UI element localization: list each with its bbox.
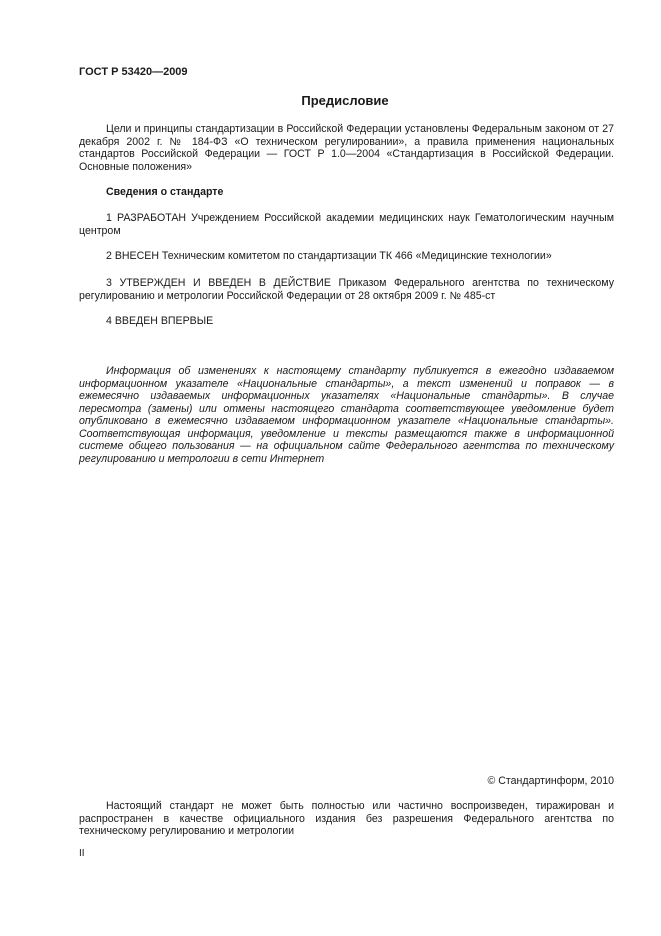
section-heading: Сведения о стандарте <box>106 186 224 198</box>
info-item-2: 2 ВНЕСЕН Техническим комитетом по стандартизации ТК 466 «Медицинские технологии» <box>106 250 552 262</box>
notice-paragraph: Информация об изменениях к настоящему стандарту публикуется в ежегодно издаваемом информационном указателе «Национальные стандарты», а текст изменений и поправок — в ежемесячно издаваемых информационных указателях «Национальные стандарты». В случае пересмотра (замены) или отмены настоящего стандарта соответствующее уведомление будет опубликовано в ежемесячно издаваемом информационном указателе «Национальные стандарты». Соответствующая информация, уведомление и тексты размещаются также в информационной системе общего пользования — на официальном сайте Федерального агентства по техническому регулированию и метрологии в сети Интернет <box>79 365 614 465</box>
page-number: II <box>79 848 85 859</box>
intro-paragraph: Цели и принципы стандартизации в Российской Федерации установлены Федеральным законом от 27 декабря 2002 г. № 184-ФЗ «О техническом регулировании», а правила применения национальных стандартов Российской Федерации — ГОСТ Р 1.0—2004 «Стандартизация в Российской Федерации. Основные положения» <box>79 123 614 173</box>
copyright-line: © Стандартинформ, 2010 <box>487 775 614 787</box>
page-title: Предисловие <box>301 93 389 108</box>
info-item-1: 1 РАЗРАБОТАН Учреждением Российской академии медицинских наук Гематологическим научным центром <box>79 212 614 237</box>
info-item-3: 3 УТВЕРЖДЕН И ВВЕДЕН В ДЕЙСТВИЕ Приказом Федерального агентства по техническому регулированию и метрологии Российской Федерации от 28 октября 2009 г. № 485-ст <box>79 277 614 302</box>
rights-paragraph: Настоящий стандарт не может быть полностью или частично воспроизведен, тиражирован и распространен в качестве официального издания без разрешения Федерального агентства по техническому регулированию и метрологии <box>79 800 614 837</box>
document-id: ГОСТ Р 53420—2009 <box>79 66 188 78</box>
info-item-4: 4 ВВЕДЕН ВПЕРВЫЕ <box>106 315 214 327</box>
